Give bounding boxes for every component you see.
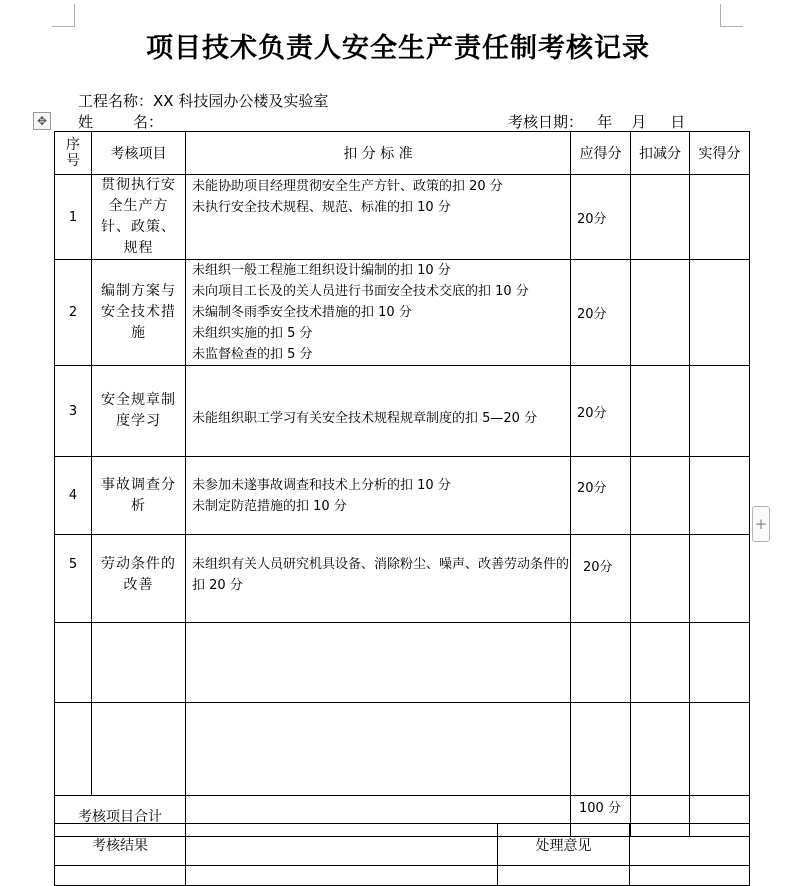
row-deduction-cell[interactable] [631, 535, 690, 623]
result-row [55, 824, 750, 866]
row-due-score: 20分 [571, 457, 631, 535]
row-criteria [186, 366, 571, 457]
empty-cell[interactable] [690, 623, 750, 703]
header-criteria: 扣 分 标 准 [186, 132, 571, 175]
empty-cell[interactable] [571, 703, 631, 796]
table-row [55, 175, 750, 260]
row-deduction-cell[interactable] [631, 366, 690, 457]
header-due-score: 应得分 [571, 132, 631, 175]
table-row [55, 260, 750, 366]
criteria-line: 未监督检查的扣 5 分 [192, 347, 313, 362]
row-actual-cell[interactable] [690, 175, 750, 260]
empty-cell[interactable] [92, 623, 186, 703]
row-deduction-cell[interactable] [631, 175, 690, 260]
table-row [55, 366, 750, 457]
opinion-label: 处理意见 [498, 824, 630, 866]
empty-cell[interactable] [92, 703, 186, 796]
row-criteria [186, 457, 571, 535]
table-row-empty [55, 703, 750, 796]
criteria-line: 未组织实施的扣 5 分 [192, 326, 313, 341]
empty-cell[interactable] [498, 866, 630, 886]
criteria-line: 未组织一般工程施工组织设计编制的扣 10 分 [192, 263, 451, 278]
table-row [55, 535, 750, 623]
result-label: 考核结果 [55, 824, 186, 866]
opinion-value-cell[interactable] [630, 824, 750, 866]
row-due-score: 20分 [571, 175, 631, 260]
page-corner-marker-right [720, 4, 743, 27]
criteria-line: 未编制冬雨季安全技术措施的扣 10 分 [192, 305, 412, 320]
page-corner-marker-left [52, 4, 75, 27]
empty-cell[interactable] [186, 703, 571, 796]
header-row [55, 132, 750, 175]
criteria-line: 未参加未遂事故调查和技术上分析的扣 10 分 [192, 477, 451, 493]
row-seq: 4 [55, 457, 92, 535]
row-due-score: 20分 [571, 535, 631, 623]
row-criteria [186, 535, 571, 623]
empty-cell[interactable] [571, 623, 631, 703]
table-row [55, 457, 750, 535]
empty-cell[interactable] [630, 866, 750, 886]
criteria-line: 未制定防范措施的扣 10 分 [192, 498, 347, 514]
row-criteria [186, 175, 571, 260]
header-deduction: 扣减分 [631, 132, 690, 175]
result-row-continued [55, 866, 750, 886]
assessment-table [54, 131, 750, 837]
row-item: 编制方案与安全技术措施 [92, 260, 186, 366]
assessment-date: 考核日期： 年 月 日 [508, 113, 686, 131]
header-seq: 序号 [55, 132, 92, 175]
row-criteria [186, 260, 571, 366]
total-score: 100 分 [571, 796, 631, 837]
project-line [78, 90, 328, 111]
empty-cell[interactable] [55, 866, 186, 886]
criteria-line: 未执行安全技术规程、规范、标准的扣 10 分 [192, 200, 451, 215]
row-seq: 5 [55, 535, 92, 623]
plus-icon[interactable]: + [752, 506, 770, 542]
row-item: 劳动条件的改善 [92, 535, 186, 623]
row-actual-cell[interactable] [690, 260, 750, 366]
criteria-line: 未向项目工长及的关人员进行书面安全技术交底的扣 10 分 [192, 284, 529, 299]
row-deduction-cell[interactable] [631, 260, 690, 366]
empty-cell[interactable] [690, 703, 750, 796]
row-actual-cell[interactable] [690, 366, 750, 457]
row-item: 贯彻执行安全生产方针、政策、规程 [92, 175, 186, 260]
empty-cell[interactable] [186, 623, 571, 703]
row-actual-cell[interactable] [690, 457, 750, 535]
empty-cell[interactable] [55, 703, 92, 796]
name-label-part1: 姓 [78, 113, 94, 131]
row-deduction-cell[interactable] [631, 457, 690, 535]
document-title: 项目技术负责人安全生产责任制考核记录 [146, 33, 650, 64]
header-actual-score: 实得分 [690, 132, 750, 175]
name-line [78, 111, 163, 132]
row-seq: 1 [55, 175, 92, 260]
table-move-icon[interactable]: ✥ [33, 112, 51, 130]
criteria-line: 未能协助项目经理贯彻安全生产方针、政策的扣 20 分 [192, 179, 503, 194]
result-value-cell[interactable] [186, 824, 498, 866]
row-actual-cell[interactable] [690, 535, 750, 623]
row-seq: 2 [55, 260, 92, 366]
name-label-part2: 名： [133, 113, 164, 131]
project-label: 工程名称： [78, 92, 154, 110]
header-item: 考核项目 [92, 132, 186, 175]
empty-cell[interactable] [186, 866, 498, 886]
result-table [54, 823, 750, 886]
row-due-score: 20分 [571, 366, 631, 457]
empty-cell[interactable] [55, 623, 92, 703]
row-item: 安全规章制度学习 [92, 366, 186, 457]
row-seq: 3 [55, 366, 92, 457]
project-name: XX 科技园办公楼及实验室 [153, 92, 329, 110]
table-row-empty [55, 623, 750, 703]
empty-cell[interactable] [631, 703, 690, 796]
criteria-line: 未能组织职工学习有关安全技术规程规章制度的扣 5—20 分 [192, 410, 538, 426]
empty-cell[interactable] [631, 623, 690, 703]
row-due-score: 20分 [571, 260, 631, 366]
criteria-line: 未组织有关人员研究机具设备、消除粉尘、噪声、改善劳动条件的扣 20 分 [192, 557, 570, 593]
row-item: 事故调查分析 [92, 457, 186, 535]
total-label: 考核项目合计 [55, 796, 186, 837]
